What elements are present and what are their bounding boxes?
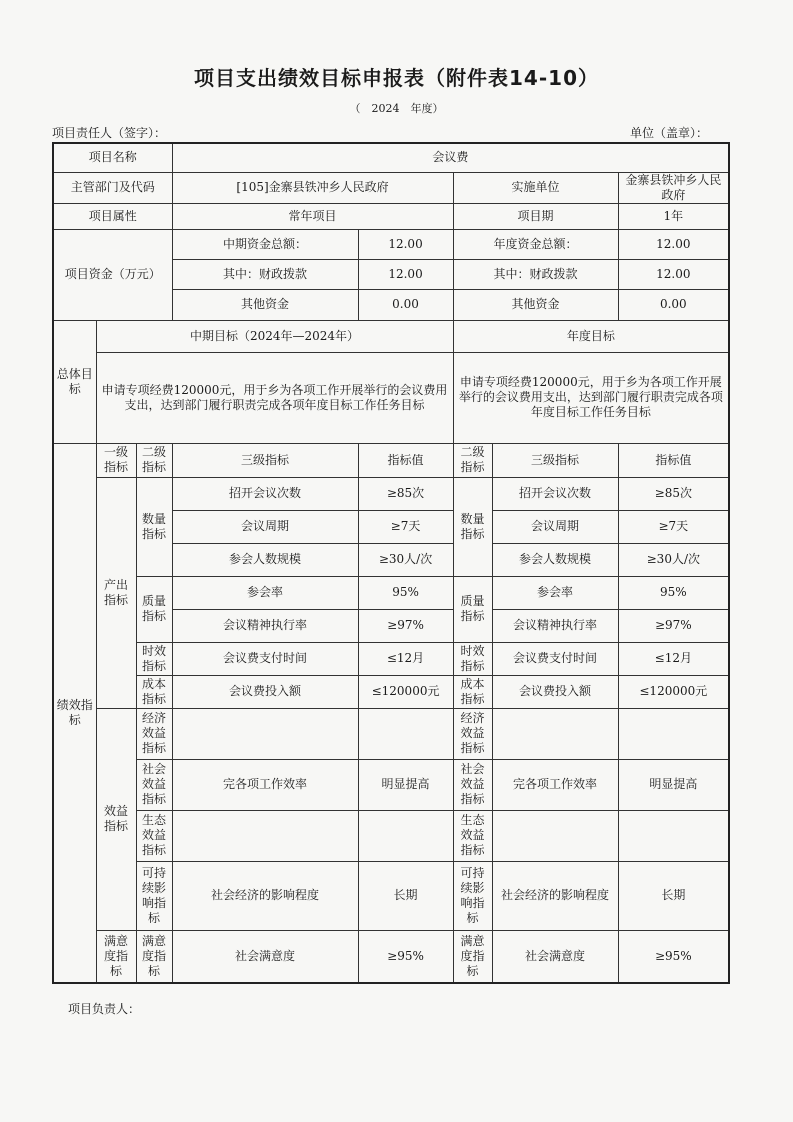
social-label-right: 社会效益指标 — [453, 759, 492, 810]
attr-row — [53, 203, 729, 229]
mid-other-label: 其他资金 — [172, 289, 358, 320]
execution-val-right: ≥97% — [618, 609, 729, 642]
table-row — [53, 477, 729, 510]
cost-label-right: 成本指标 — [453, 675, 492, 708]
table-row — [53, 708, 729, 759]
table-row — [53, 576, 729, 609]
impl-label: 实施单位 — [453, 172, 618, 203]
h-level2-left: 二级指标 — [136, 443, 172, 477]
overall-goals-label: 总体目标 — [53, 320, 96, 443]
social-label-left: 社会效益指标 — [136, 759, 172, 810]
quality-label-left: 质量指标 — [136, 576, 172, 642]
unit-seal-label: 单位（盖章）： — [630, 126, 709, 140]
project-name-value: 会议费 — [172, 143, 729, 172]
ecological-right-empty — [492, 810, 618, 861]
dept-label: 主管部门及代码 — [53, 172, 172, 203]
attendees-right: 参会人数规模 — [492, 543, 618, 576]
table-row — [53, 675, 729, 708]
ecological-label-left: 生态效益指标 — [136, 810, 172, 861]
investment-left: 会议费投入额 — [172, 675, 358, 708]
project-name-label: 项目名称 — [53, 143, 172, 172]
page-title: 项目支出绩效目标申报表（附件表14-10） — [194, 66, 599, 90]
cost-label-left: 成本指标 — [136, 675, 172, 708]
satisfaction-left: 社会满意度 — [172, 930, 358, 983]
economic-val-right-empty — [618, 708, 729, 759]
attendance-left: 参会率 — [172, 576, 358, 609]
mid-total-value: 12.00 — [358, 229, 453, 259]
ecological-label-right: 生态效益指标 — [453, 810, 492, 861]
efficiency-val-left: 明显提高 — [358, 759, 453, 810]
dept-row — [53, 172, 729, 203]
dept-value: [105]金寨县铁冲乡人民政府 — [172, 172, 453, 203]
annual-fiscal-label: 其中：财政拨款 — [453, 259, 618, 289]
mid-goal-header: 中期目标（2024年—2024年） — [96, 320, 453, 352]
investment-right: 会议费投入额 — [492, 675, 618, 708]
timeliness-label-right: 时效指标 — [453, 642, 492, 675]
mid-total-label: 中期资金总额： — [172, 229, 358, 259]
economic-left-empty — [172, 708, 358, 759]
project-leader-label: 项目负责人： — [68, 1002, 141, 1016]
satisfaction-sub-right: 满意度指标 — [453, 930, 492, 983]
investment-val-left: ≤120000元 — [358, 675, 453, 708]
h-level1: 一级指标 — [96, 443, 136, 477]
h-value-left: 指标值 — [358, 443, 453, 477]
annual-other-label: 其他资金 — [453, 289, 618, 320]
satisfaction-indicators-label: 满意度指标 — [96, 930, 136, 983]
timeliness-label-left: 时效指标 — [136, 642, 172, 675]
table-row — [53, 759, 729, 810]
mid-other-value: 0.00 — [358, 289, 453, 320]
impact-left: 社会经济的影响程度 — [172, 861, 358, 930]
attr-value: 常年项目 — [172, 203, 453, 229]
annual-other-value: 0.00 — [618, 289, 729, 320]
cycle-val-right: ≥7天 — [618, 510, 729, 543]
annual-goal-header: 年度目标 — [453, 320, 729, 352]
table-row — [53, 861, 729, 930]
quantity-label-left: 数量指标 — [136, 477, 172, 576]
meetings-val-left: ≥85次 — [358, 477, 453, 510]
economic-label-left: 经济效益指标 — [136, 708, 172, 759]
annual-total-value: 12.00 — [618, 229, 729, 259]
economic-val-left-empty — [358, 708, 453, 759]
meetings-val-right: ≥85次 — [618, 477, 729, 510]
mid-fiscal-label: 其中：财政拨款 — [172, 259, 358, 289]
annual-goal-text: 申请专项经费120000元，用于乡为各项工作开展举行的会议费用支出，达到部门履行职责完成各项年度目标工作任务目标 — [453, 352, 729, 443]
h-level3-right: 三级指标 — [492, 443, 618, 477]
table-row — [53, 642, 729, 675]
funds-label: 项目资金（万元） — [53, 229, 172, 320]
cycle-right: 会议周期 — [492, 510, 618, 543]
period-label: 项目期 — [453, 203, 618, 229]
payment-time-left: 会议费支付时间 — [172, 642, 358, 675]
efficiency-val-right: 明显提高 — [618, 759, 729, 810]
table-row — [53, 930, 729, 983]
cycle-val-left: ≥7天 — [358, 510, 453, 543]
table-row — [53, 810, 729, 861]
economic-right-empty — [492, 708, 618, 759]
impact-val-right: 长期 — [618, 861, 729, 930]
execution-left: 会议精神执行率 — [172, 609, 358, 642]
impl-value: 金寨县铁冲乡人民政府 — [618, 172, 729, 203]
meetings-left: 招开会议次数 — [172, 477, 358, 510]
investment-val-right: ≤120000元 — [618, 675, 729, 708]
report-year: （ 2024 年度） — [349, 102, 444, 115]
attendance-right: 参会率 — [492, 576, 618, 609]
payment-time-val-right: ≤12月 — [618, 642, 729, 675]
attendees-left: 参会人数规模 — [172, 543, 358, 576]
efficiency-left: 完各项工作效率 — [172, 759, 358, 810]
project-name-row — [53, 143, 729, 172]
economic-label-right: 经济效益指标 — [453, 708, 492, 759]
satisfaction-val-left: ≥95% — [358, 930, 453, 983]
period-value: 1年 — [618, 203, 729, 229]
output-indicators-label: 产出指标 — [96, 477, 136, 708]
performance-form-table — [52, 142, 730, 984]
impact-right: 社会经济的影响程度 — [492, 861, 618, 930]
h-level3-left: 三级指标 — [172, 443, 358, 477]
attr-label: 项目属性 — [53, 203, 172, 229]
payment-time-val-left: ≤12月 — [358, 642, 453, 675]
funds-row-total — [53, 229, 729, 259]
attendance-val-left: 95% — [358, 576, 453, 609]
efficiency-right: 完各项工作效率 — [492, 759, 618, 810]
satisfaction-sub-left: 满意度指标 — [136, 930, 172, 983]
execution-right: 会议精神执行率 — [492, 609, 618, 642]
ecological-left-empty — [172, 810, 358, 861]
ecological-val-left-empty — [358, 810, 453, 861]
perf-indicators-label: 绩效指标 — [53, 443, 96, 983]
cycle-left: 会议周期 — [172, 510, 358, 543]
responsible-signature-label: 项目责任人（签字）： — [52, 126, 167, 140]
sustainable-label-right: 可持续影响指标 — [453, 861, 492, 930]
mid-fiscal-value: 12.00 — [358, 259, 453, 289]
execution-val-left: ≥97% — [358, 609, 453, 642]
quality-label-right: 质量指标 — [453, 576, 492, 642]
sustainable-label-left: 可持续影响指标 — [136, 861, 172, 930]
attendees-val-right: ≥30人/次 — [618, 543, 729, 576]
mid-goal-text: 申请专项经费120000元，用于乡为各项工作开展举行的会议费用支出，达到部门履行职责完成各项年度目标工作任务目标 — [96, 352, 453, 443]
perf-header-row — [53, 443, 729, 477]
quantity-label-right: 数量指标 — [453, 477, 492, 576]
impact-val-left: 长期 — [358, 861, 453, 930]
annual-fiscal-value: 12.00 — [618, 259, 729, 289]
h-level2-right: 二级指标 — [453, 443, 492, 477]
attendance-val-right: 95% — [618, 576, 729, 609]
benefit-indicators-label: 效益指标 — [96, 708, 136, 930]
meetings-right: 招开会议次数 — [492, 477, 618, 510]
attendees-val-left: ≥30人/次 — [358, 543, 453, 576]
annual-total-label: 年度资金总额： — [453, 229, 618, 259]
goals-text-row — [53, 352, 729, 443]
goals-header-row — [53, 320, 729, 352]
satisfaction-right: 社会满意度 — [492, 930, 618, 983]
ecological-val-right-empty — [618, 810, 729, 861]
satisfaction-val-right: ≥95% — [618, 930, 729, 983]
payment-time-right: 会议费支付时间 — [492, 642, 618, 675]
h-value-right: 指标值 — [618, 443, 729, 477]
